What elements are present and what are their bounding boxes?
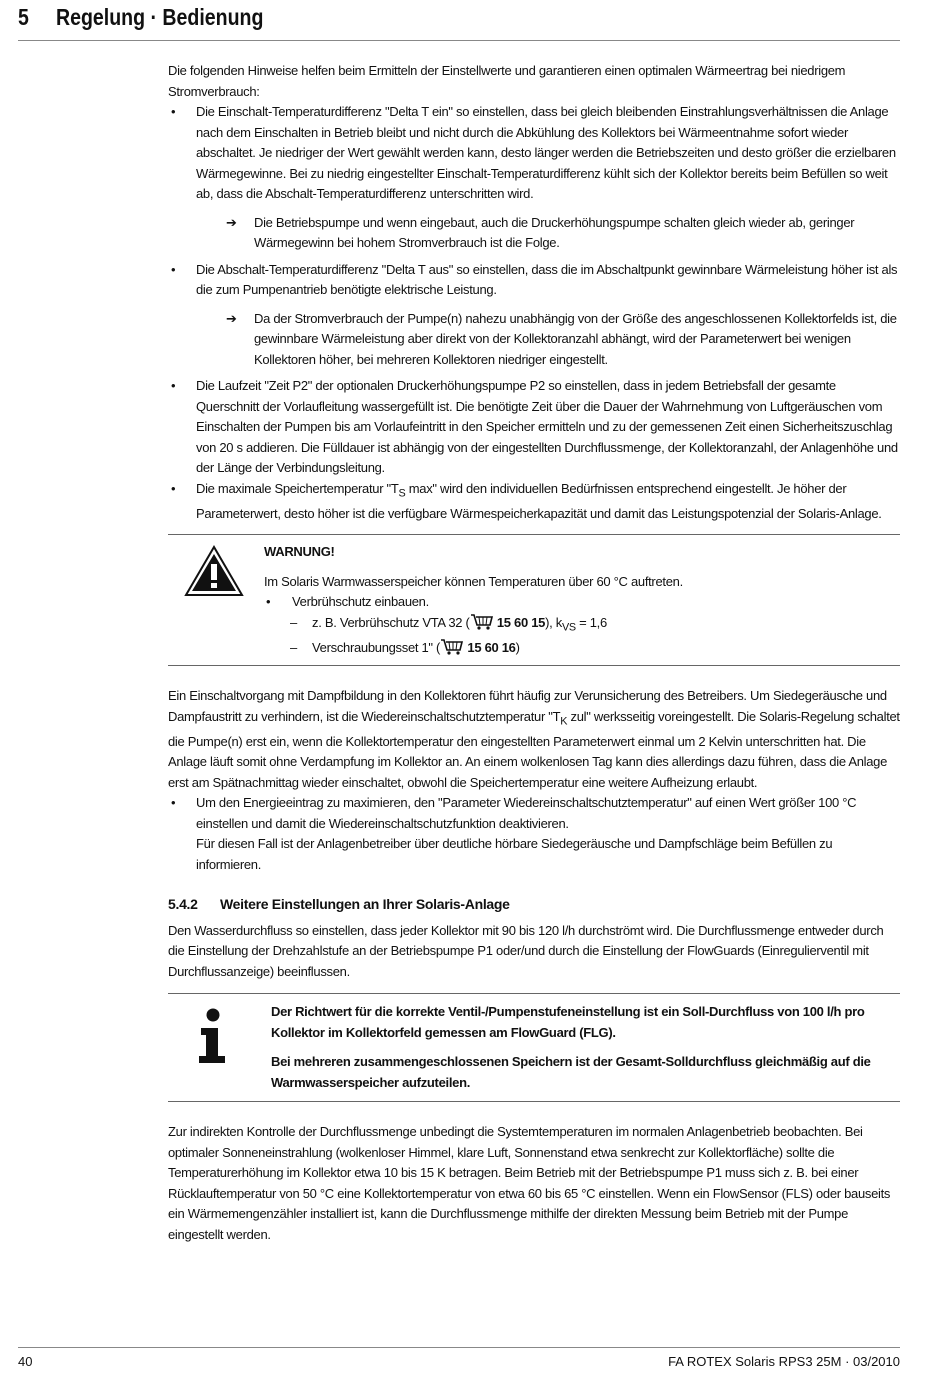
bullet-text-pre: Die maximale Speichertemperatur "T xyxy=(196,480,399,496)
warning-triangle-icon xyxy=(184,545,244,597)
dash-icon: – xyxy=(290,639,297,655)
shopping-cart-icon xyxy=(470,613,494,630)
main-content xyxy=(168,61,900,1245)
section-heading xyxy=(168,894,900,915)
bullet-text: Die Abschalt-Temperaturdifferenz "Delta T aus" so einstellen, dass die im Abschaltpunkt gewinnbare Wärmeleistung höher ist als die zum Pumpenantrieb benötigte elektrische Leistung. xyxy=(196,261,898,297)
section-number: 5.4.2 xyxy=(168,896,198,913)
final-paragraph: Zur indirekten Kontrolle der Durchflussmenge unbedingt die Systemtemperaturen im normalen Anlagenbetrieb beobachten. Bei optimaler Sonneneinstrahlung (wolkenloser Himmel, klare Luft, Sonnenstand etwa senkrecht zur Kollektorfläche) sollte die Temperaturerhöhung im Kollektor etwa 10 bis 15 K betragen. Beim Betrieb mit der Betriebspumpe P1 muss sich z. B. bei einer Rücklauftemperatur von 50 °C eine Kollektortemperatur von etwa 60 bis 65 °C einstellen. Wenn ein FlowSensor (FLS) oder bauseits ein Wärmemengenzähler installiert ist, kann die Durchflussmenge mithilfe der direkten Messung beim Betrieb mit der Pumpe eingestellt werden. xyxy=(168,1124,891,1242)
note-text: Da der Stromverbrauch der Pumpe(n) nahezu unabhängig von der Größe des angeschlossenen Kollektorfelds ist, die gewinnbare Wärmeleistung aber direkt von der Kollektoranzahl abhängt, wird der Parameterwert bei wenigen Kollektoren höher, bei mehreren Kollektoren niedriger eingestellt. xyxy=(254,310,897,367)
bullet-icon: • xyxy=(171,795,176,811)
note-text: Die Betriebspumpe und wenn eingebaut, auch die Druckerhöhungspumpe schalten gleich wieder ab, geringer Wärmegewinn bei hohem Stromverbrauch ist die Folge. xyxy=(254,214,855,250)
bullet-text: Die Laufzeit "Zeit P2" der optionalen Druckerhöhungspumpe P2 so einstellen, dass in jedem Betriebsfall der gesamte Querschnitt der Vorlaufleitung wassergefüllt ist. Die benötigte Zeit über die Dauer der Wahrnehmung von Luftgeräuschen vom Einschalten der Pumpen bis am Vorlaufeintritt in den Speicher ermitteln und zu der gemessenen Zeit einen Sicherheitszuschlag von 20 s addieren. Die Fülldauer ist abhängig von der eingestellten Durchflussmenge, der Kollektoranzahl, der Anlagenhöhe und der Länge der Verbindungsleitung. xyxy=(196,378,898,475)
bullet-text-post: max" wird den individuellen Bedürfnissen entsprechend eingestellt. Je höher der Parameterwert, desto höher ist die verfügbare Wärmespeicherkapazität und damit das Leistungspotenzial der Solaris-Anlage. xyxy=(196,480,882,521)
bullet-icon: • xyxy=(171,378,176,393)
subscript: S xyxy=(398,487,406,500)
arrow-note xyxy=(224,309,900,371)
header-divider xyxy=(18,40,900,41)
item-text: z. B. Verbrühschutz VTA 32 ( xyxy=(312,614,470,630)
paragraph-text: zul" werksseitig voreingestellt. Die Solaris-Regelung schaltet die Pumpe(n) erst ein, wenn die Kollektortemperatur den eingestellten Parameterwert einmal um 2 Kelvin unterschritten hat. Die Anlage läuft somit ohne Verdampfung im Kollektor an. An einem wolkenlosen Tag kann dies allerdings dazu führen, dass die Anlage erst am Spätnachmittag wieder einschaltet, obwohl die Speichertemperatur eine weitere Aufheizung erlaubt. xyxy=(168,708,900,790)
warning-item-1 xyxy=(264,613,900,638)
bullet-icon: • xyxy=(266,594,271,610)
info-icon xyxy=(196,1008,230,1064)
chapter-number: 5 xyxy=(18,4,29,30)
item-text: = 1,6 xyxy=(575,614,607,630)
page-number: 40 xyxy=(18,1354,33,1369)
dash-icon: – xyxy=(290,614,297,630)
shopping-cart-icon xyxy=(440,638,464,655)
list-item xyxy=(168,479,900,525)
hint-list xyxy=(168,102,900,524)
subscript: K xyxy=(560,715,568,728)
bullet-icon: • xyxy=(171,480,176,496)
warning-item-2 xyxy=(264,638,900,659)
footer-divider xyxy=(18,1347,900,1348)
bullet-icon: • xyxy=(171,261,176,277)
article-number: 15 60 16 xyxy=(467,639,516,655)
info-text-1: Der Richtwert für die korrekte Ventil-/Pumpenstufeneinstellung ist ein Soll-Durchfluss von 100 l/h pro Kollektor im Kollektorfeld gemessen am FlowGuard (FLG). xyxy=(271,1004,865,1040)
warning-text: Im Solaris Warmwasserspeicher können Temperaturen über 60 °C auftreten. xyxy=(264,573,683,589)
list-item xyxy=(168,260,900,371)
item-text: ) xyxy=(515,639,520,655)
chapter-title: Regelung · Bedienung xyxy=(56,4,264,30)
intro-paragraph: Die folgenden Hinweise helfen beim Ermitteln der Einstellwerte und garantieren einen optimalen Wärmeertrag bei niedrigem Stromverbrauch: xyxy=(168,63,846,99)
list-item xyxy=(168,102,900,254)
bullet-text: Für diesen Fall ist der Anlagenbetreiber über deutliche hörbare Siedegeräusche und Dampfschläge beim Befüllen zu informieren. xyxy=(196,836,833,872)
arrow-note xyxy=(224,213,900,254)
arrow-right-icon: ➔ xyxy=(226,214,237,230)
warning-title: WARNUNG! xyxy=(264,544,335,560)
list-item xyxy=(168,793,900,875)
warning-bullet-text: Verbrühschutz einbauen. xyxy=(292,594,429,610)
bullet-icon: • xyxy=(171,104,176,119)
warning-box xyxy=(168,534,900,666)
arrow-right-icon: ➔ xyxy=(226,310,237,326)
section-title: Weitere Einstellungen an Ihrer Solaris-Anlage xyxy=(220,896,510,913)
paragraph xyxy=(168,686,900,793)
bullet-text: Die Einschalt-Temperaturdifferenz "Delta T ein" so einstellen, dass bei gleich bleibenden Einstrahlungsverhältnissen die Anlage nach dem Einschalten in Betrieb bleibt und nicht durch die Abkühlung des Kollektors bei Wärmeentnahme sofort wieder abschaltet. Je niedriger der Wert gewählt werden kann, desto länger werden die Betriebszeiten und desto größer die erzielbaren Wärmegewinne. Bei zu niedrig eingestellter Einschalt-Temperaturdifferenz kühlt sich der Kollektor bereits beim Befüllen so weit ab, dass die Abschalt-Temperaturdifferenz unterschritten wird. xyxy=(196,104,896,201)
paragraph-text: Ein Einschaltvorgang mit Dampfbildung in den Kollektoren führt häufig zur Verunsicherung des Betreibers. Um Siedegeräusche und Dampfaustritt zu verhindern, ist die Wiedereinschaltschutztemperatur "T xyxy=(168,688,887,724)
info-text-2: Bei mehreren zusammengeschlossenen Speichern ist der Gesamt-Solldurchfluss gleichmäßig auf die Warmwasserspeicher aufzuteilen. xyxy=(271,1054,871,1090)
document-id: FA ROTEX Solaris RPS3 25M · 03/2010 xyxy=(668,1354,900,1369)
list-item xyxy=(168,376,900,479)
subscript: VS xyxy=(561,621,576,634)
page-header xyxy=(18,2,900,40)
bullet-text: Um den Energieeintrag zu maximieren, den "Parameter Wiedereinschaltschutztemperatur" auf einen Wert größer 100 °C einstellen und damit die Wiedereinschaltschutzfunktion deaktivieren. xyxy=(196,795,857,831)
section-text: Den Wasserdurchfluss so einstellen, dass jeder Kollektor mit 90 bis 120 l/h durchströmt wird. Die Durchflussmenge entweder durch die Einstellung der Drehzahlstufe an der Betriebspumpe P1 oder/und durch die Einstellung der FlowGuards (Einregulierventil mit Durchflussanzeige) beeinflussen. xyxy=(168,922,884,979)
info-box xyxy=(168,993,900,1102)
warning-bullet xyxy=(264,592,900,613)
item-text: ), k xyxy=(545,614,562,630)
article-number: 15 60 15 xyxy=(496,614,546,630)
item-text: Verschraubungsset 1" ( xyxy=(312,639,441,655)
